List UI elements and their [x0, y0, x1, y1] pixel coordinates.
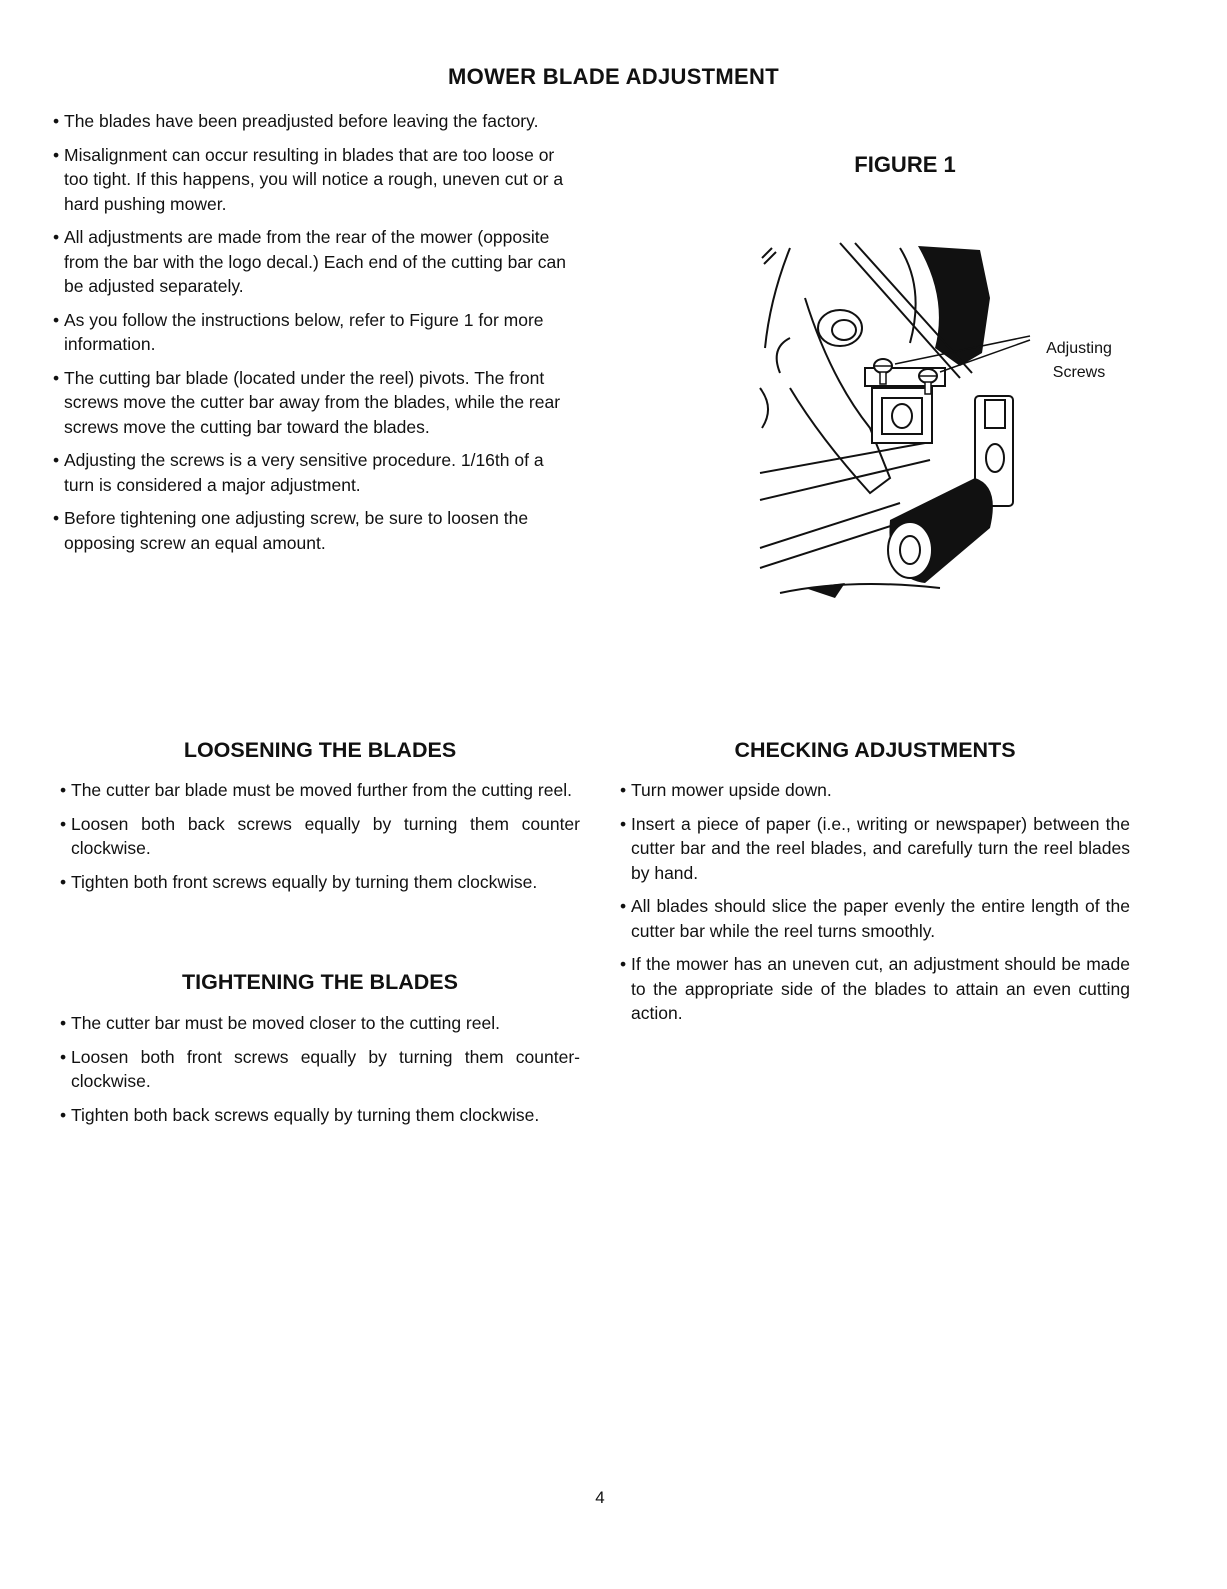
figure-illustration: [750, 238, 1130, 608]
bar-line: [760, 523, 900, 568]
reel-arc: [765, 248, 790, 348]
checking-item: • Insert a piece of paper (i.e., writing or newspaper) between the cutter bar and the reel blades, and carefully turn the reel blades by hand.: [620, 812, 1130, 886]
loosening-list: [60, 778, 580, 903]
tightening-list: [60, 1011, 580, 1136]
tightening-item: • The cutter bar must be moved closer to the cutting reel.: [60, 1011, 580, 1036]
intro-item: • The blades have been preadjusted before leaving the factory.: [53, 109, 573, 134]
loosening-heading: LOOSENING THE BLADES: [183, 738, 457, 762]
intro-item: • As you follow the instructions below, refer to Figure 1 for more information.: [53, 308, 573, 357]
intro-list: [53, 109, 573, 564]
checking-item: • Turn mower upside down.: [620, 778, 1130, 803]
loosening-item: • Tighten both front screws equally by turning them clockwise.: [60, 870, 580, 895]
intro-item: • All adjustments are made from the rear of the mower (opposite from the bar with the logo decal.) Each end of the cutting bar can be adjusted separately.: [53, 225, 573, 299]
tightening-heading: TIGHTENING THE BLADES: [182, 970, 458, 994]
side-plate-hole: [986, 444, 1004, 472]
figure-label-screws: Screws: [1052, 364, 1106, 381]
bar-line: [760, 460, 930, 500]
checking-list: [620, 778, 1130, 1035]
screw-shaft: [925, 382, 931, 394]
checking-heading: CHECKING ADJUSTMENTS: [734, 738, 1016, 762]
tire: [918, 246, 990, 366]
page-title: MOWER BLADE ADJUSTMENT: [448, 64, 779, 89]
loosening-item: • The cutter bar blade must be moved further from the cutting reel.: [60, 778, 580, 803]
intro-item: • Adjusting the screws is a very sensitive procedure. 1/16th of a turn is considered a major adjustment.: [53, 448, 573, 497]
tightening-item: • Loosen both front screws equally by turning them counter-clockwise.: [60, 1045, 580, 1094]
intro-item: • Misalignment can occur resulting in blades that are too loose or too tight. If this happens, you will notice a rough, uneven cut or a hard pushing mower.: [53, 143, 573, 217]
bar-line: [760, 443, 925, 473]
intro-item: • Before tightening one adjusting screw, be sure to loosen the opposing screw an equal amount.: [53, 506, 573, 555]
intro-item: • The cutting bar blade (located under the reel) pivots. The front screws move the cutter bar away from the blades, while the rear screws move the cutting bar toward the blades.: [53, 366, 573, 440]
tightening-item: • Tighten both back screws equally by turning them clockwise.: [60, 1103, 580, 1128]
figure-title: FIGURE 1: [854, 152, 956, 177]
side-plate-top: [985, 400, 1005, 428]
roller-base: [780, 584, 940, 593]
bar-line: [760, 503, 900, 548]
bracket-hole: [892, 404, 912, 428]
figure-label-adjusting: Adjusting: [1046, 340, 1112, 357]
reel-arc: [760, 388, 768, 428]
screw-shaft: [880, 372, 886, 384]
page-number: 4: [595, 1488, 605, 1507]
checking-item: • If the mower has an uneven cut, an adjustment should be made to the appropriate side of the blades to attain an even cutting action.: [620, 952, 1130, 1026]
reel-arc: [777, 338, 790, 373]
loosening-item: • Loosen both back screws equally by turning them counter clockwise.: [60, 812, 580, 861]
roller-end-inner: [900, 536, 920, 564]
checking-item: • All blades should slice the paper evenly the entire length of the cutter bar while the reel turns smoothly.: [620, 894, 1130, 943]
reel-hub-inner: [832, 320, 856, 340]
